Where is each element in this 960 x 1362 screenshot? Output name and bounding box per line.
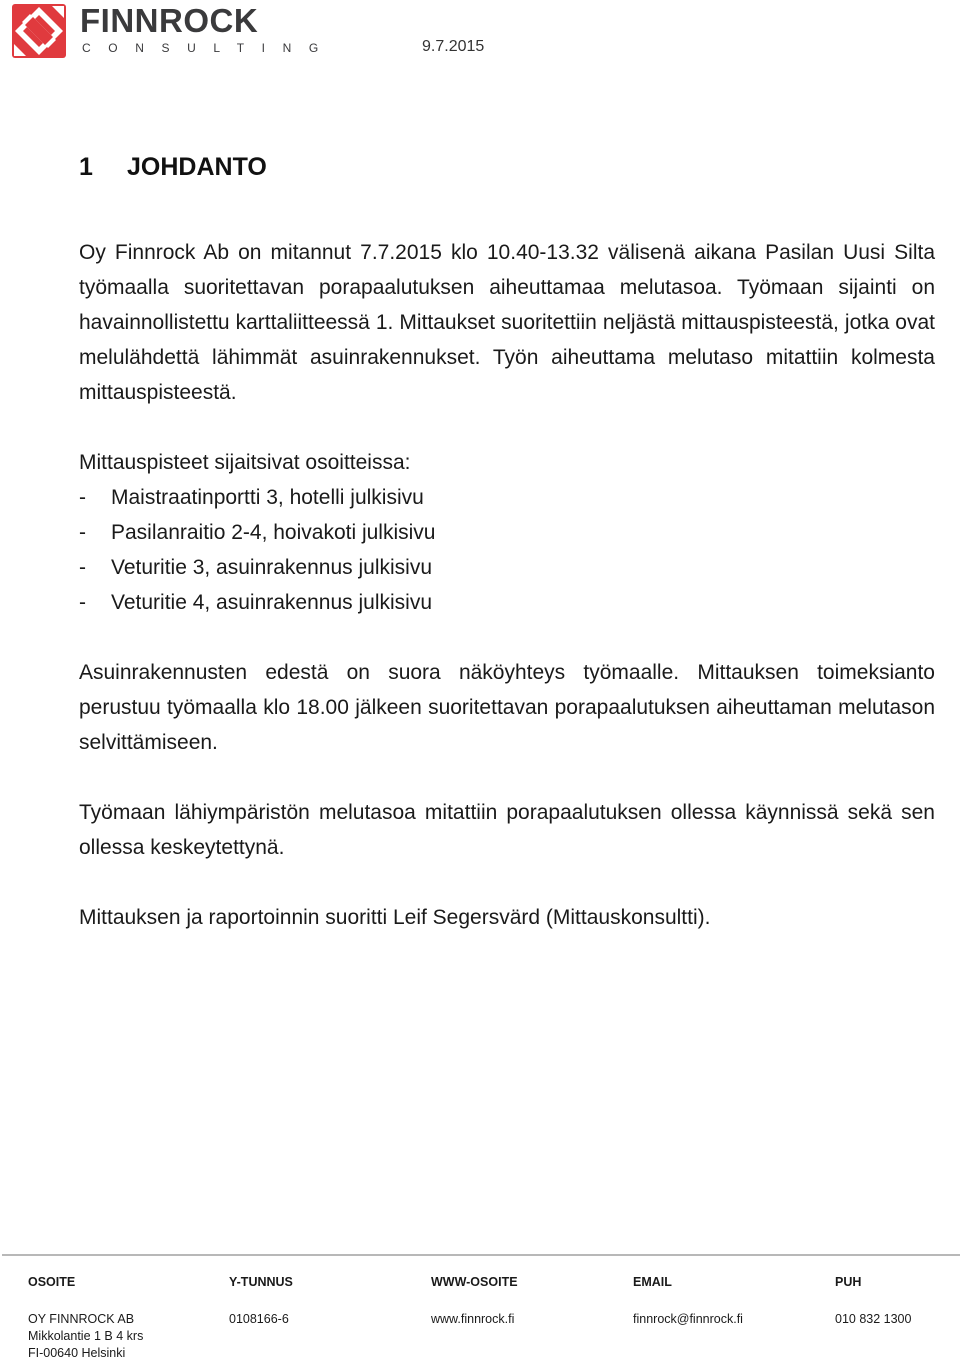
footer-email-link[interactable]: finnrock@finnrock.fi <box>633 1312 743 1326</box>
bullet-dash: - <box>79 521 86 544</box>
location-text: Veturitie 4, asuinrakennus julkisivu <box>111 591 433 614</box>
document-date: 9.7.2015 <box>422 38 485 55</box>
footer-email-label: EMAIL <box>633 1275 672 1289</box>
intro-paragraph: Oy Finnrock Ab on mitannut 7.7.2015 klo 10.40-13.32 välisenä aikana Pasilan Uusi Silta työmaalla suoritettavan porapaalutuksen aiheuttamaa melutasoa. Työmaan sijainti on havainnollistettu karttaliitteessä 1. Mittaukset suoritettiin neljästä mittauspisteestä, jotka ovat melulähdettä lähimmät asuinrakennukset. Työn aiheuttama melutaso mitattiin kolmesta mittauspisteestä. <box>79 241 935 404</box>
footer-business-id-value: 0108166-6 <box>229 1312 289 1326</box>
footer-city: FI-00640 Helsinki <box>28 1346 126 1360</box>
author-paragraph: Mittauksen ja raportoinnin suoritti Leif Segersvärd (Mittauskonsultti). <box>79 906 711 929</box>
section-title: JOHDANTO <box>127 153 267 181</box>
footer-phone-value: 010 832 1300 <box>835 1312 912 1326</box>
footer-website-link[interactable]: www.finnrock.fi <box>431 1312 515 1326</box>
footer-phone <box>835 1275 960 1328</box>
locations-intro: Mittauspisteet sijaitsivat osoitteissa: <box>79 451 411 474</box>
footer-website <box>431 1275 621 1328</box>
footer-business-id <box>229 1275 419 1328</box>
logo-subtitle: CONSULTING <box>82 41 336 55</box>
footer-website-label: WWW-OSOITE <box>431 1275 518 1289</box>
finnrock-logo-mark-icon <box>12 4 66 58</box>
footer-address-label: OSOITE <box>28 1275 76 1289</box>
footer-email <box>633 1275 823 1328</box>
line-of-sight-paragraph: Asuinrakennusten edestä on suora näköyhteys työmaalle. Mittauksen toimeksianto perustuu työmaalla klo 18.00 jälkeen suoritettavan porapaalutuksen aiheuttaman melutason selvittämiseen. <box>79 661 935 754</box>
section-number: 1 <box>79 153 93 181</box>
locations-list <box>79 480 436 620</box>
bullet-dash: - <box>79 486 86 509</box>
logo-wordmark: FINNROCK <box>80 2 259 39</box>
list-item <box>79 585 436 620</box>
footer-address <box>28 1275 218 1362</box>
footer-divider <box>2 1254 960 1256</box>
location-text: Pasilanraitio 2-4, hoivakoti julkisivu <box>111 521 436 544</box>
footer-phone-label: PUH <box>835 1275 862 1289</box>
measurement-method-paragraph: Työmaan lähiympäristön melutasoa mitattiin porapaalutuksen ollessa käynnissä sekä sen ollessa keskeytettynä. <box>79 801 935 859</box>
bullet-dash: - <box>79 591 86 614</box>
company-logo <box>12 2 336 58</box>
bullet-dash: - <box>79 556 86 579</box>
location-text: Veturitie 3, asuinrakennus julkisivu <box>111 556 433 579</box>
footer-company-name: OY FINNROCK AB <box>28 1312 135 1326</box>
footer-business-id-label: Y-TUNNUS <box>229 1275 293 1289</box>
list-item <box>79 480 436 515</box>
location-text: Maistraatinportti 3, hotelli julkisivu <box>111 486 424 509</box>
list-item <box>79 515 436 550</box>
list-item <box>79 550 436 585</box>
footer-street: Mikkolantie 1 B 4 krs <box>28 1329 144 1343</box>
section-heading <box>79 150 267 184</box>
